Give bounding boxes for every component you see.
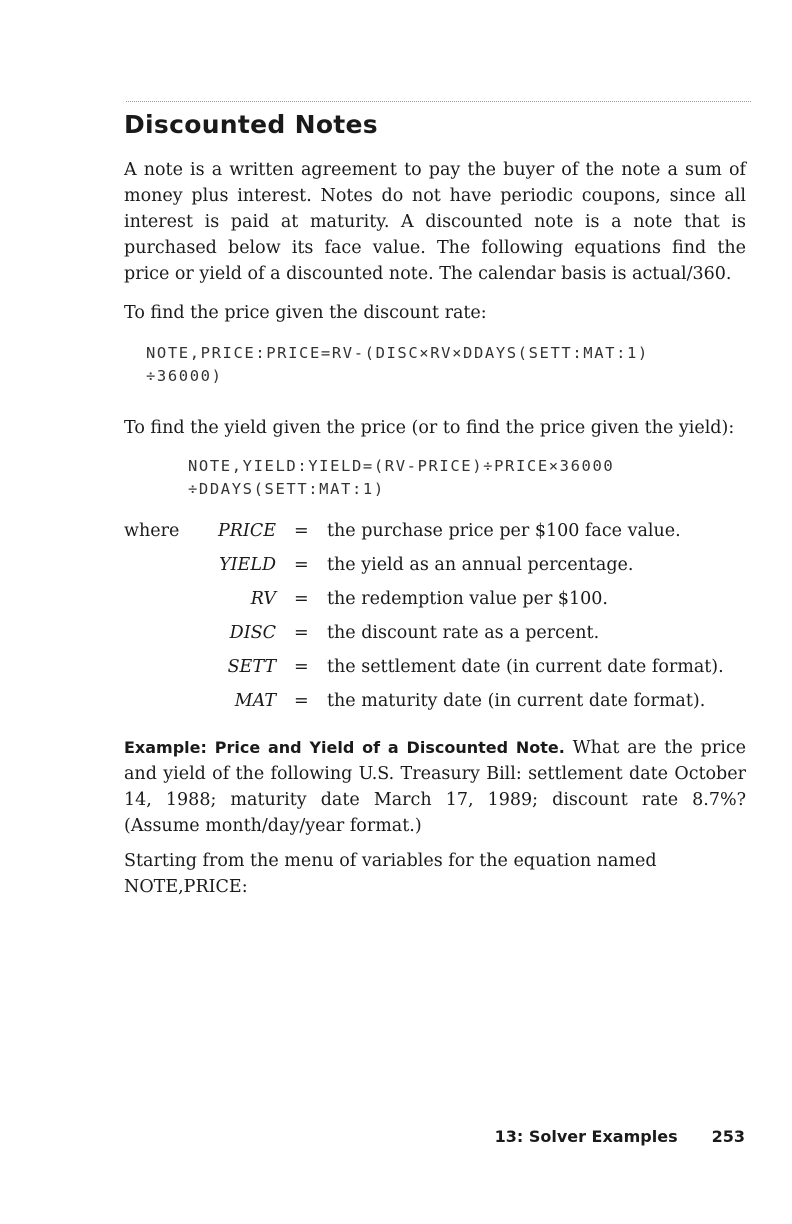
definition-variable: MAT bbox=[234, 691, 276, 711]
example-paragraph bbox=[124, 735, 746, 839]
where-label: where bbox=[124, 521, 180, 541]
definition-text: the settlement date (in current date format). bbox=[327, 657, 724, 677]
example-heading: Example: Price and Yield of a Discounted Note. bbox=[124, 738, 565, 757]
definition-text: the discount rate as a percent. bbox=[327, 623, 600, 643]
definition-equals: = bbox=[294, 657, 309, 677]
definition-variable: SETT bbox=[227, 657, 276, 677]
definition-equals: = bbox=[294, 589, 309, 609]
page-footer bbox=[495, 1127, 745, 1146]
definition-text: the purchase price per $100 face value. bbox=[327, 521, 681, 541]
definition-equals: = bbox=[294, 521, 309, 541]
example-text: What are the price and yield of the following U.S. Treasury Bill: settlement date October 14, 1988; maturity date March 17, 1989; discount rate 8.7%? (Assume month/day/year format.) bbox=[124, 738, 746, 836]
definition-row-sett bbox=[200, 654, 760, 688]
footer-page-number: 253 bbox=[711, 1127, 745, 1146]
definition-equals: = bbox=[294, 691, 309, 711]
definition-row-yield bbox=[200, 552, 760, 586]
starting-paragraph: Starting from the menu of variables for the equation named NOTE,PRICE: bbox=[124, 851, 657, 897]
header-rule bbox=[126, 101, 751, 102]
price-intro: To find the price given the discount rate: bbox=[124, 303, 487, 323]
definition-equals: = bbox=[294, 623, 309, 643]
yield-equation bbox=[188, 455, 614, 501]
intro-paragraph: A note is a written agreement to pay the buyer of the note a sum of money plus interest. Notes do not have periodic coupons, since all interest is paid at maturity. A discounted note is a note that is purchased below its face value. The following equations find the price or yield of a discounted note. The calendar basis is actual/360. bbox=[124, 160, 746, 284]
definition-row-disc bbox=[200, 620, 760, 654]
definition-variable: DISC bbox=[229, 623, 276, 643]
yield-intro: To find the yield given the price (or to find the price given the yield): bbox=[124, 418, 735, 438]
yield-equation-line2: ÷DDAYS(SETT:MAT:1) bbox=[188, 480, 385, 498]
definition-text: the maturity date (in current date format). bbox=[327, 691, 706, 711]
definition-text: the yield as an annual percentage. bbox=[327, 555, 634, 575]
price-equation-line2: ÷36000) bbox=[146, 367, 223, 385]
yield-equation-line1: NOTE,YIELD:YIELD=(RV-PRICE)÷PRICE×36000 bbox=[188, 457, 615, 475]
definition-variable: PRICE bbox=[217, 521, 276, 541]
definition-equals: = bbox=[294, 555, 309, 575]
definition-row-mat bbox=[200, 688, 760, 722]
definition-row-price bbox=[200, 518, 760, 552]
definition-text: the redemption value per $100. bbox=[327, 589, 608, 609]
price-equation-line1: NOTE,PRICE:PRICE=RV-(DISC×RV×DDAYS(SETT:MAT:1) bbox=[146, 344, 649, 362]
footer-chapter: 13: Solver Examples bbox=[494, 1127, 678, 1146]
definition-variable: RV bbox=[250, 589, 276, 609]
definition-list bbox=[200, 518, 760, 722]
price-equation bbox=[146, 342, 649, 388]
definition-variable: YIELD bbox=[219, 555, 276, 575]
section-title: Discounted Notes bbox=[124, 110, 378, 139]
definition-row-rv bbox=[200, 586, 760, 620]
